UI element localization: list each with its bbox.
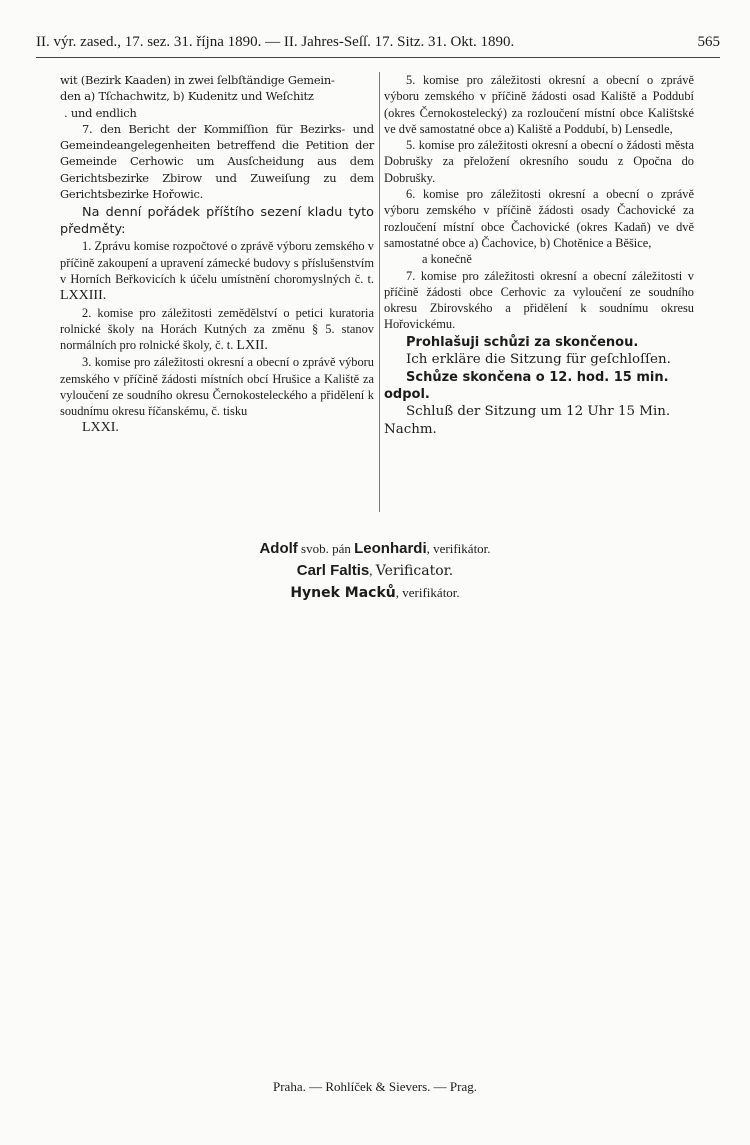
left-para-5 bbox=[60, 305, 374, 355]
left-para-5-text: 2. komise pro záležitosti zemědělství o petici kuratoria rolnické školy na Horách Kutných za změnu § 5. stanov normálních pro rolnické školy, č. t. bbox=[60, 305, 374, 353]
left-para-1a: wit (Bezirk Kaaden) in zwei ſelbſtändige Gemein- bbox=[60, 73, 335, 87]
right-para-4: 7. komise pro záležitosti okresní a obecní záležitosti v příčině žádosti obce Cerhovic za vyloučení ze soudního okresu Zbirovského a přidělení k soudnímu okresu Hořovickému. bbox=[384, 268, 694, 332]
signature-surname: Leonhardi bbox=[354, 540, 427, 557]
closing-german: Ich erkläre die Sitzung für geſchloſſen. bbox=[406, 351, 671, 367]
right-para-1: 5. komise pro záležitosti okresní a obecní o zprávě výboru zemského v příčině žádosti osad Kaliště a Poddubí (okres Černokostelecký) za rozloučení místní obce Kalištské ve dvě samostatné obce a) Kaliště a Poddubí, b) Lensedle, bbox=[384, 73, 694, 136]
right-para-3-end: a konečně bbox=[422, 252, 472, 267]
signatures bbox=[0, 538, 750, 604]
left-para-2: 7. den Bericht der Kommiſſion für Bezirks- und Gemeindeangelegenheiten betreffend die Petition der Gemeinde Cerhowic um Ausſcheidung aus dem Gerichtsbezirke Zbirow und Zuweiſung zu dem Gerichtsbezirke Hořowic. bbox=[60, 121, 374, 202]
left-para-4-number: LXXIII. bbox=[60, 288, 107, 304]
signature-firstname: Adolf bbox=[259, 540, 298, 557]
column-divider bbox=[379, 72, 380, 512]
left-para-1c: . und endlich bbox=[64, 105, 137, 120]
signature-name: Carl Faltis bbox=[296, 562, 370, 579]
signature-sep: , bbox=[369, 563, 376, 578]
end-time-czech: Schůze skončena o 12. hod. 15 min. odpol. bbox=[384, 369, 669, 402]
signature-rest: svob. pán bbox=[297, 541, 355, 556]
signature-line bbox=[0, 582, 750, 604]
page-number: 565 bbox=[697, 34, 720, 50]
printer-imprint: Praha. — Rohlíček & Sievers. — Prag. bbox=[273, 1079, 477, 1094]
left-para-3: Na denní pořádek příštího sezení kladu tyto předměty: bbox=[60, 205, 374, 238]
signature-line bbox=[0, 538, 750, 560]
left-para-1b: den a) Tſchachwitz, b) Kudenitz und Weſchitz bbox=[60, 89, 314, 104]
right-para-2: 5. komise pro záležitosti okresní a obecní o žádosti města Dobrušky za přeložení okresního soudu z Opočna do Dobrušky. bbox=[384, 138, 694, 185]
left-para-6-number: LXXI. bbox=[82, 419, 119, 435]
right-para-3: 6. komise pro záležitosti okresní a obecní o zprávě výboru zemského v příčině žádosti osady Čachovické za rozloučení místní obce Čachovické (okres Kadaň) ve dvě samostatné obce a) Čachovice, b) Chotěnice a Běšice, bbox=[384, 187, 694, 250]
signature-title: verifikátor. bbox=[402, 585, 460, 600]
page-header bbox=[36, 32, 720, 52]
left-para-6-text: 3. komise pro záležitosti okresní a obecní o zprávě výboru zemského v příčině žádosti místních obcí Hrušice a Kaliště za vyloučení ze soudního okresu Černokosteleckého a přidělení k soudnímu okresu říčanskému, č. tisku bbox=[60, 355, 374, 419]
signature-sep: , bbox=[395, 585, 403, 600]
signature-name: Hynek Macků bbox=[290, 585, 396, 601]
left-para-5-number: LXII. bbox=[236, 338, 268, 354]
right-column bbox=[384, 72, 694, 439]
left-column bbox=[60, 72, 374, 436]
signature-title: , verifikátor. bbox=[426, 541, 491, 556]
header-czech: II. výr. zased., 17. sez. 31. října 1890. bbox=[36, 34, 262, 50]
closing-czech: Prohlašuji schůzi za skončenou. bbox=[406, 334, 639, 350]
end-time-german: Schluß der Sitzung um 12 Uhr 15 Min. Nachm. bbox=[384, 403, 671, 437]
left-para-4 bbox=[60, 238, 374, 304]
signature-line bbox=[0, 560, 750, 582]
left-para-4-text: 1. Zprávu komise rozpočtové o zprávě výboru zemského v příčině zakoupení a upravení zámecké budovy s příslušenstvím v Horních Beřkovicích k účelu umístnění choromyslných č. t. bbox=[60, 239, 374, 286]
signature-title: Verificator. bbox=[375, 563, 454, 579]
header-german: — II. Jahres-Seſſ. 17. Sitz. 31. Okt. 1890. bbox=[265, 34, 515, 50]
left-para-6 bbox=[60, 354, 374, 435]
header-rule bbox=[36, 57, 720, 58]
